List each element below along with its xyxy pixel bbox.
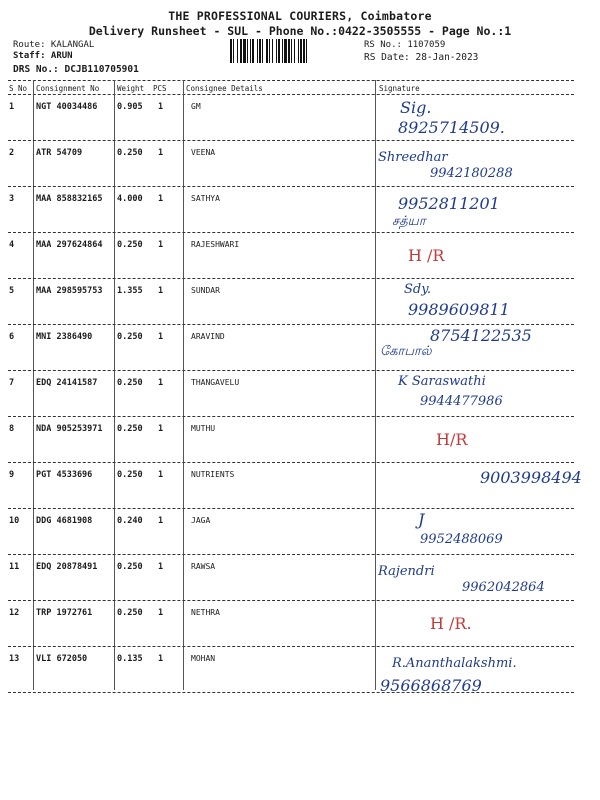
row-weight: 0.905 [117, 102, 143, 112]
row-divider [8, 140, 574, 141]
rs-date: RS Date: 28-Jan-2023 [364, 52, 479, 63]
staff-label: Staff: ARUN [13, 51, 73, 61]
row-consignment-number: NDA 905253971 [36, 424, 103, 434]
barcode-bar [266, 39, 268, 63]
rs-number: RS No.: 1107059 [364, 40, 446, 50]
row-pcs: 1 [158, 286, 164, 296]
row-serial-number: 4 [9, 240, 15, 250]
row-divider [8, 646, 574, 647]
row-consignee-name: MUTHU [191, 424, 216, 433]
barcode-bar [306, 39, 307, 63]
col-divider [33, 80, 34, 690]
row-divider [8, 692, 574, 693]
handwritten-phone-number: கோபால் [380, 344, 432, 359]
row-weight: 0.250 [117, 424, 143, 434]
row-serial-number: 6 [9, 332, 15, 342]
row-consignee-name: NETHRA [191, 608, 220, 617]
row-divider [8, 508, 574, 509]
barcode-bar [284, 39, 287, 63]
row-serial-number: 9 [9, 470, 15, 480]
barcode-bar [257, 39, 258, 63]
row-consignee-name: ARAVIND [191, 332, 225, 341]
row-consignment-number: MAA 858832165 [36, 194, 103, 204]
row-consignee-name: MOHAN [191, 654, 216, 663]
barcode-bar [272, 39, 273, 63]
row-divider [8, 600, 574, 601]
row-consignee-name: NUTRIENTS [191, 470, 235, 479]
barcode-bar [252, 39, 254, 63]
row-consignee-name: GM [191, 102, 201, 111]
handwritten-signature: 8754122535 [430, 326, 532, 345]
barcode-image [230, 39, 356, 63]
handwritten-phone-number: 9989609811 [408, 300, 510, 319]
row-pcs: 1 [158, 102, 164, 112]
row-pcs: 1 [158, 378, 164, 388]
row-serial-number: 5 [9, 286, 15, 296]
row-consignment-number: DDG 4681908 [36, 516, 93, 526]
row-weight: 4.000 [117, 194, 143, 204]
handwritten-phone-number: 9952488069 [420, 532, 503, 547]
barcode-bar [247, 39, 248, 63]
row-serial-number: 11 [9, 562, 20, 572]
barcode-bar [300, 39, 302, 63]
row-consignee-name: JAGA [191, 516, 211, 525]
row-pcs: 1 [158, 148, 164, 158]
col-consignee-header: Consignee Details [186, 84, 263, 93]
row-consignment-number: MAA 297624864 [36, 240, 103, 250]
row-consignment-number: MAA 298595753 [36, 286, 103, 296]
row-serial-number: 7 [9, 378, 15, 388]
barcode-bar [262, 39, 263, 63]
row-consignment-number: VLI 672050 [36, 654, 88, 664]
row-weight: 0.250 [117, 332, 143, 342]
col-divider [183, 80, 184, 690]
handwritten-phone-number: சத்யா [392, 214, 426, 229]
row-consignee-name: VEENA [191, 148, 216, 157]
row-pcs: 1 [158, 194, 164, 204]
row-pcs: 1 [158, 608, 164, 618]
handwritten-signature: R.Ananthalakshmi. [392, 656, 517, 671]
handwritten-signature: H /R. [430, 614, 472, 633]
row-weight: 0.240 [117, 516, 143, 526]
row-consignee-name: THANGAVELU [191, 378, 240, 387]
row-serial-number: 1 [9, 102, 15, 112]
handwritten-phone-number: 9942180288 [430, 166, 513, 181]
row-divider [8, 554, 574, 555]
header-bottom-divider [8, 94, 574, 95]
barcode-bar [298, 39, 299, 63]
handwritten-signature: Rajendri [378, 564, 435, 579]
handwritten-phone-number: 9962042864 [462, 580, 545, 595]
row-serial-number: 8 [9, 424, 15, 434]
handwritten-phone-number: 9566868769 [380, 676, 482, 695]
row-weight: 0.250 [117, 608, 143, 618]
col-consignment-header: Consignment No [36, 84, 100, 93]
row-consignment-number: ATR 54709 [36, 148, 83, 158]
handwritten-signature: Sig. [400, 98, 432, 117]
barcode-bar [233, 39, 234, 63]
drs-number: DRS No.: DCJB110705901 [13, 64, 139, 75]
barcode-bar [278, 39, 280, 63]
barcode-bar [303, 39, 305, 63]
row-consignment-number: PGT 4533696 [36, 470, 93, 480]
runsheet-title: Delivery Runsheet - SUL - Phone No.:0422-3505555 - Page No.:1 [88, 24, 512, 38]
row-consignee-name: SATHYA [191, 194, 220, 203]
row-weight: 0.250 [117, 470, 143, 480]
row-consignment-number: MNI 2386490 [36, 332, 93, 342]
barcode-bar [269, 39, 270, 63]
handwritten-signature: K Saraswathi [398, 374, 486, 389]
row-serial-number: 13 [9, 654, 20, 664]
row-divider [8, 278, 574, 279]
row-consignee-name: RAJESHWARI [191, 240, 240, 249]
handwritten-phone-number: 9944477986 [420, 394, 503, 409]
row-consignee-name: RAWSA [191, 562, 216, 571]
row-pcs: 1 [158, 332, 164, 342]
row-divider [8, 416, 574, 417]
barcode-bar [243, 39, 246, 63]
handwritten-signature: 9952811201 [398, 194, 500, 213]
row-consignment-number: EDQ 20878491 [36, 562, 98, 572]
barcode-bar [237, 39, 238, 63]
barcode-bar [291, 39, 292, 63]
col-divider [114, 80, 115, 690]
row-weight: 0.135 [117, 654, 143, 664]
barcode-bar [250, 39, 251, 63]
row-weight: 0.250 [117, 148, 143, 158]
row-divider [8, 462, 574, 463]
col-signature-header: Signature [379, 84, 420, 93]
barcode-bar [259, 39, 261, 63]
row-pcs: 1 [158, 562, 164, 572]
row-serial-number: 12 [9, 608, 20, 618]
row-pcs: 1 [158, 516, 164, 526]
row-weight: 0.250 [117, 378, 143, 388]
barcode-bar [288, 39, 290, 63]
col-divider [375, 80, 376, 690]
row-divider [8, 232, 574, 233]
row-divider [8, 186, 574, 187]
handwritten-signature: J [418, 510, 425, 529]
handwritten-signature: H/R [436, 430, 468, 449]
row-consignee-name: SUNDAR [191, 286, 220, 295]
col-pcs-header: PCS [153, 84, 167, 93]
route-label: Route: KALANGAL [13, 40, 95, 50]
handwritten-signature: Shreedhar [378, 150, 448, 165]
col-weight-header: Weight [117, 84, 145, 93]
barcode-bar [240, 39, 242, 63]
row-divider [8, 324, 574, 325]
barcode-bar [276, 39, 277, 63]
row-weight: 0.250 [117, 562, 143, 572]
row-serial-number: 2 [9, 148, 15, 158]
barcode-bar [230, 39, 232, 63]
row-consignment-number: EDQ 24141587 [36, 378, 98, 388]
row-pcs: 1 [158, 470, 164, 480]
row-pcs: 1 [158, 240, 164, 250]
row-divider [8, 370, 574, 371]
header-top-divider [8, 80, 574, 81]
barcode-bar [294, 39, 295, 63]
row-weight: 1.355 [117, 286, 143, 296]
row-consignment-number: TRP 1972761 [36, 608, 93, 618]
col-sno-header: S No [9, 84, 28, 93]
company-title: THE PROFESSIONAL COURIERS, Coimbatore [168, 9, 432, 23]
row-serial-number: 10 [9, 516, 20, 526]
row-pcs: 1 [158, 654, 164, 664]
row-consignment-number: NGT 40034486 [36, 102, 98, 112]
barcode-bar [282, 39, 283, 63]
row-serial-number: 3 [9, 194, 15, 204]
handwritten-signature: H /R [408, 246, 445, 265]
handwritten-phone-number: 8925714509. [398, 118, 505, 137]
handwritten-signature: Sdy. [404, 282, 431, 297]
row-pcs: 1 [158, 424, 164, 434]
row-weight: 0.250 [117, 240, 143, 250]
handwritten-signature: 9003998494 [480, 468, 582, 487]
